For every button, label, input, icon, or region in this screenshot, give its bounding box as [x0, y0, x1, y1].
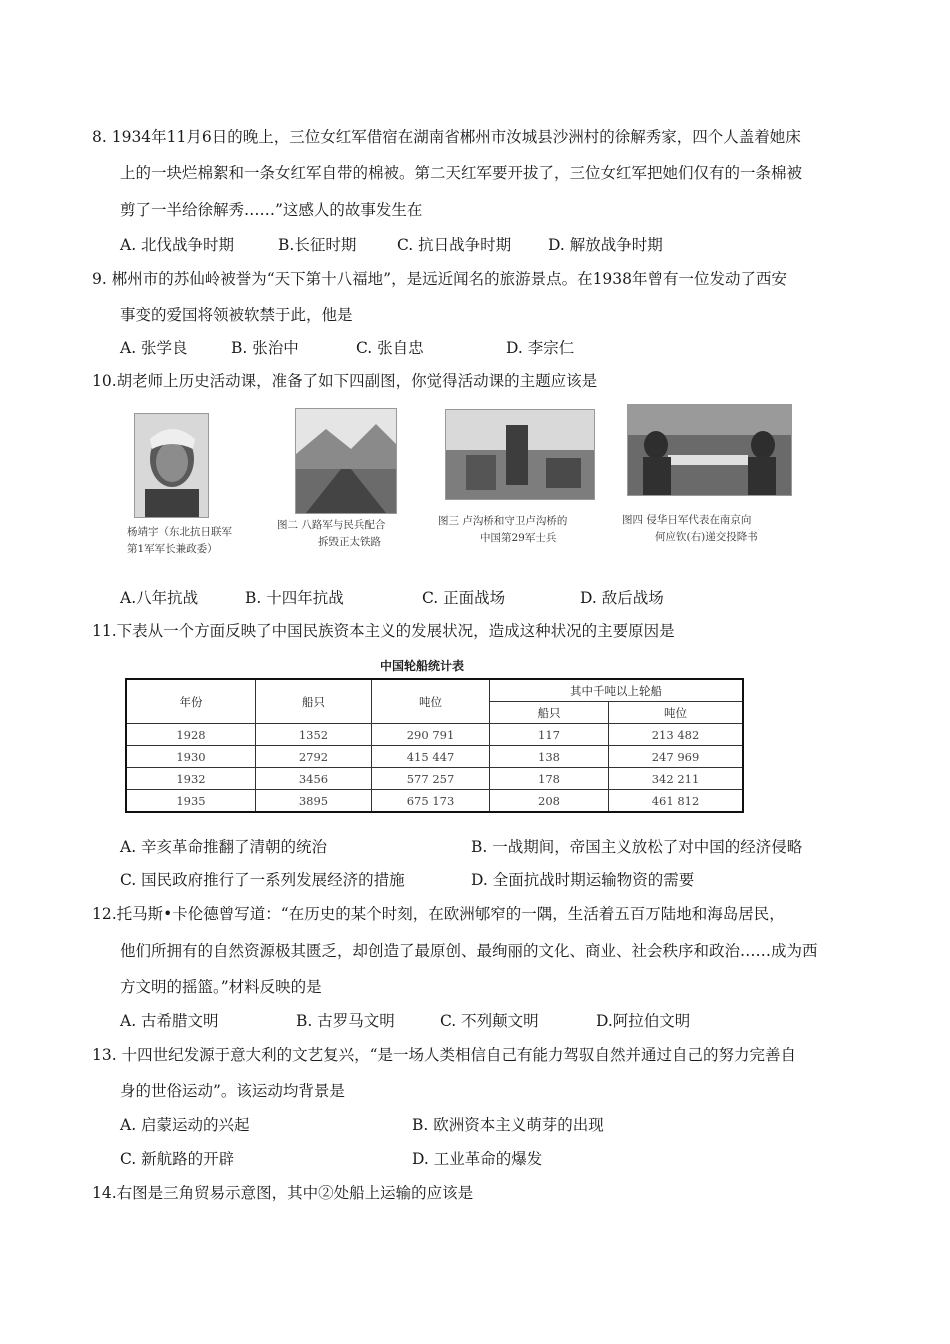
q13-option-b: B. 欧洲资本主义萌芽的出现 — [412, 1116, 604, 1134]
q9-option-d: D. 李宗仁 — [506, 339, 575, 357]
ship-stats-table — [125, 678, 744, 813]
cell-large-ships: 138 — [490, 746, 609, 768]
caption-2-line-2: 拆毁正太铁路 — [318, 536, 381, 548]
q9-option-c: C. 张自忠 — [356, 339, 424, 357]
q12-option-d: D.阿拉伯文明 — [596, 1012, 691, 1030]
q13-option-c: C. 新航路的开辟 — [120, 1150, 235, 1168]
cell-ships: 1352 — [256, 724, 372, 746]
caption-3-line-1: 图三 卢沟桥和守卫卢沟桥的 — [438, 515, 568, 527]
q11-option-a: A. 辛亥革命推翻了清朝的统治 — [120, 838, 328, 856]
q9-option-a: A. 张学良 — [120, 339, 188, 357]
header-tonnage: 吨位 — [372, 679, 490, 724]
q8-option-a: A. 北伐战争时期 — [120, 236, 235, 254]
header-large-ships: 船只 — [490, 702, 609, 724]
table-row — [126, 746, 743, 768]
q13-line-2: 身的世俗运动”。该运动均背景是 — [120, 1082, 345, 1100]
caption-2-line-1: 图二 八路军与民兵配合 — [277, 519, 386, 531]
q10-option-b: B. 十四年抗战 — [245, 589, 344, 607]
q9-option-b: B. 张治中 — [231, 339, 299, 357]
railway-photo — [295, 408, 397, 514]
q12-option-c: C. 不列颠文明 — [440, 1012, 539, 1030]
q12-option-b: B. 古罗马文明 — [296, 1012, 395, 1030]
cell-tonnage: 577 257 — [372, 768, 490, 790]
cell-large-tonnage: 461 812 — [609, 790, 744, 813]
q8-line-2: 上的一块烂棉絮和一条女红军自带的棉被。第二天红军要开拔了，三位女红军把她们仅有的一条棉被 — [120, 164, 803, 182]
bridge-photo — [445, 409, 595, 500]
caption-4-line-1: 图四 侵华日军代表在南京向 — [622, 514, 752, 526]
header-ships: 船只 — [256, 679, 372, 724]
q8-line-1: 8. 1934年11月6日的晚上，三位女红军借宿在湖南省郴州市汝城县沙洲村的徐解秀家，四个人盖着她床 — [92, 128, 801, 146]
q12-line-1: 12.托马斯•卡伦德曾写道：“在历史的某个时刻，在欧洲郇窄的一隅，生活着五百万陆地和海岛居民， — [92, 905, 785, 923]
q12-option-a: A. 古希腊文明 — [120, 1012, 219, 1030]
q11-option-c: C. 国民政府推行了一系列发展经济的措施 — [120, 871, 405, 889]
q9-line-1: 9. 郴州市的苏仙岭被誉为“天下第十八福地”，是远近闻名的旅游景点。在1938年曾有一位发动了西安 — [92, 270, 788, 288]
q11-option-b: B. 一战期间，帝国主义放松了对中国的经济侵略 — [471, 838, 803, 856]
q10-option-a: A.八年抗战 — [120, 589, 199, 607]
cell-ships: 3895 — [256, 790, 372, 813]
caption-1-line-2: 第1军军长兼政委） — [127, 543, 218, 555]
cell-large-ships: 178 — [490, 768, 609, 790]
q11-line-1: 11.下表从一个方面反映了中国民族资本主义的发展状况，造成这种状况的主要原因是 — [92, 622, 675, 640]
cell-year: 1928 — [126, 724, 256, 746]
q13-option-a: A. 启蒙运动的兴起 — [120, 1116, 250, 1134]
cell-year: 1930 — [126, 746, 256, 768]
caption-1-line-1: 杨靖宇（东北抗日联军 — [127, 526, 232, 538]
table-row — [126, 768, 743, 790]
q14-line-1: 14.右图是三角贸易示意图，其中②处船上运输的应该是 — [92, 1184, 474, 1202]
cell-tonnage: 290 791 — [372, 724, 490, 746]
header-year: 年份 — [126, 679, 256, 724]
portrait-photo — [134, 413, 209, 518]
caption-4-line-2: 何应钦(右)递交投降书 — [655, 531, 758, 543]
cell-large-tonnage: 342 211 — [609, 768, 744, 790]
cell-ships: 3456 — [256, 768, 372, 790]
table-row — [126, 724, 743, 746]
surrender-photo — [627, 404, 792, 496]
q9-line-2: 事变的爱国将领被软禁于此，他是 — [120, 306, 353, 324]
cell-large-tonnage: 247 969 — [609, 746, 744, 768]
q13-option-d: D. 工业革命的爆发 — [412, 1150, 543, 1168]
q8-line-3: 剪了一半给徐解秀……”这感人的故事发生在 — [120, 201, 423, 219]
q8-option-b: B.长征时期 — [278, 236, 357, 254]
header-large-tonnage: 吨位 — [609, 702, 744, 724]
cell-large-ships: 117 — [490, 724, 609, 746]
q10-option-c: C. 正面战场 — [422, 589, 506, 607]
q8-option-d: D. 解放战争时期 — [548, 236, 663, 254]
q10-option-d: D. 敌后战场 — [580, 589, 664, 607]
cell-year: 1932 — [126, 768, 256, 790]
q12-line-3: 方文明的摇篮。”材料反映的是 — [120, 978, 322, 996]
cell-ships: 2792 — [256, 746, 372, 768]
header-large-ships-group: 其中千吨以上轮船 — [490, 679, 744, 702]
q10-line-1: 10.胡老师上历史活动课，准备了如下四副图，你觉得活动课的主题应该是 — [92, 372, 598, 390]
q11-option-d: D. 全面抗战时期运输物资的需要 — [471, 871, 695, 889]
cell-tonnage: 415 447 — [372, 746, 490, 768]
q13-line-1: 13. 十四世纪发源于意大利的文艺复兴，“是一场人类相信自己有能力驾驭自然并通过自己的努力完善自 — [92, 1046, 797, 1064]
table-title: 中国轮船统计表 — [380, 659, 465, 673]
caption-3-line-2: 中国第29军士兵 — [480, 532, 557, 544]
cell-large-ships: 208 — [490, 790, 609, 813]
cell-large-tonnage: 213 482 — [609, 724, 744, 746]
table-row — [126, 790, 743, 813]
cell-tonnage: 675 173 — [372, 790, 490, 813]
q12-line-2: 他们所拥有的自然资源极其匮乏，却创造了最原创、最绚丽的文化、商业、社会秩序和政治……成为西 — [120, 942, 818, 960]
cell-year: 1935 — [126, 790, 256, 813]
q8-option-c: C. 抗日战争时期 — [397, 236, 512, 254]
